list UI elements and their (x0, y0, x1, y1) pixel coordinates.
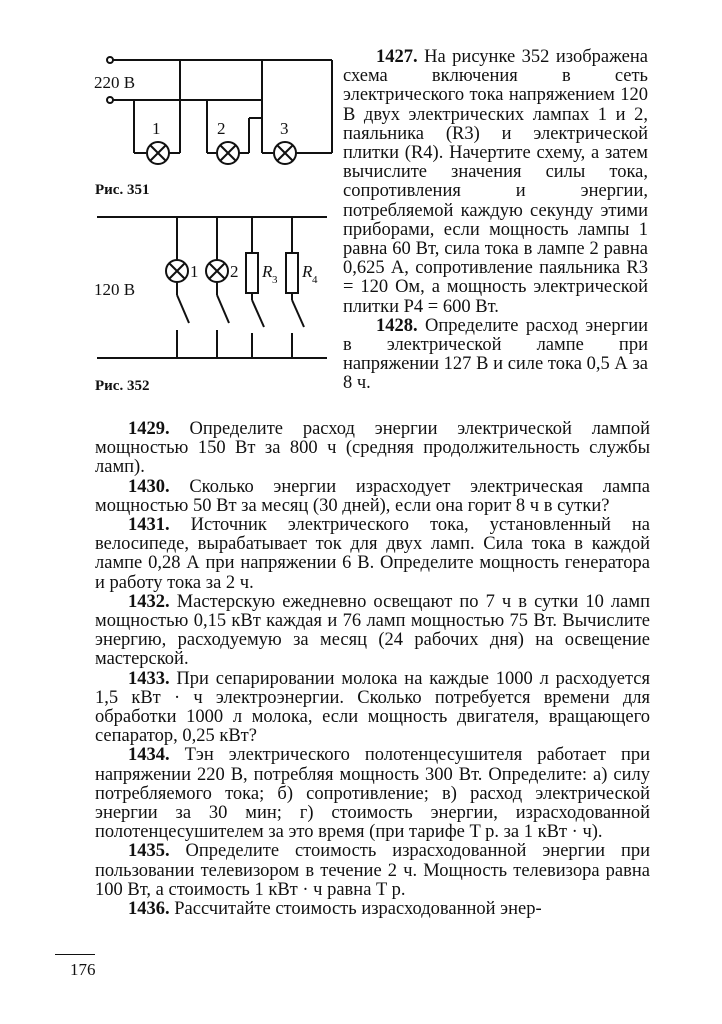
problem-text: Сколько энергии израсходует электрическая лампа мощностью 50 Вт за месяц (30 дней), если она горит 8 ч в сутки? (95, 476, 650, 516)
page-number: 176 (70, 960, 96, 979)
problem-1436 (95, 900, 650, 919)
problem-1435 (95, 842, 650, 900)
figure-352-caption: Рис. 352 (95, 378, 150, 394)
problem-number: 1435. (128, 841, 170, 862)
problem-text: Источник электрического тока, установленный на велосипеде, вырабатывает ток для двух ламп. Сила тока в каждой лампе 0,28 А при напряжении 6 В. Определите мощность генератора и работу тока за 2 ч. (95, 515, 650, 593)
problem-number: 1428. (376, 315, 418, 336)
problem-1429 (95, 420, 650, 478)
problem-number: 1433. (128, 668, 170, 689)
fig351-lamp-label-3: 3 (280, 119, 289, 138)
fig352-resistor-r3-sub: 3 (272, 274, 278, 286)
problem-text: Мастерскую ежедневно освещают по 7 ч в сутки 10 ламп мощностью 0,15 кВт каждая и 76 ламп мощностью 75 Вт. Вычислите энергию, расходуемую за месяц (24 рабочих дня) на освещение мастерской. (95, 591, 650, 670)
fig351-lamp-label-1: 1 (152, 119, 161, 138)
problem-number: 1427. (376, 47, 418, 67)
fig352-resistor-r4-sub: 4 (312, 274, 318, 286)
problem-text: При сепарировании молока на каждые 1000 л расходуется 1,5 кВт · ч электроэнергии. Сколько потребуется времени для обработки 1000 л молока, если мощность двигателя, вращающего сепаратор, 0,25 кВт? (95, 668, 650, 747)
right-column (343, 48, 648, 394)
problem-number: 1436. (128, 899, 170, 920)
fig352-lamp-label-2: 2 (230, 262, 239, 281)
figure-352-circuit (92, 205, 342, 365)
problem-1430 (95, 478, 650, 516)
problem-number: 1430. (128, 476, 170, 497)
problem-text: Определите стоимость израсходованной энергии при пользовании телевизором в течение 2 ч. Мощность телевизора равна 100 Вт, а стоимость 1 кВт · ч равна T р. (95, 841, 650, 900)
page-number-rule (55, 954, 95, 955)
figure-351-caption: Рис. 351 (95, 182, 150, 198)
problem-text: На рисунке 352 изображена схема включения в сеть электрического тока напряжением 120 В двух электрических лампах 1 и 2, паяльника (R3) и электрической плитки (R4). Начертите схему, а затем вычислите значения силы тока, сопротивления и энергии, потребляемой каждую секунду этими приборами, если мощность лампы 1 равна 60 Вт, сила тока в лампе 2 равна 0,625 А, сопротивление паяльника R3 = 120 Ом, а мощность электрической плитки P4 = 600 Вт. (343, 47, 648, 317)
problem-1433 (95, 670, 650, 747)
problem-text: Определите расход энергии в электрической лампе при напряжении 127 В и силе тока 0,5 А за 8 ч. (343, 315, 648, 394)
fig352-resistor-r4-symbol: R (302, 262, 313, 281)
problem-number: 1431. (128, 515, 170, 536)
fig352-resistor-r3-symbol: R (262, 262, 273, 281)
problem-text: Определите расход энергии электрической лампой мощностью 150 Вт за 800 ч (средняя продолжительность службы ламп). (95, 419, 650, 478)
problem-number: 1429. (128, 419, 170, 439)
fig352-lamp-label-1: 1 (190, 262, 199, 281)
problem-text: Рассчитайте стоимость израсходованной энер- (169, 899, 542, 920)
problem-1431 (95, 516, 650, 593)
problem-number: 1432. (128, 591, 170, 612)
problem-1428 (343, 317, 648, 394)
problem-1427 (343, 48, 648, 317)
fig351-lamp-label-2: 2 (217, 119, 226, 138)
problem-1434 (95, 746, 650, 842)
problem-text: Тэн электрического полотенцесушителя работает при напряжении 220 В, потребляя мощность 300 Вт. Определите: а) силу потребляемого тока; б) сопротивление; в) расход электрической энергии за 30 мин; г) стоимость энергии, израсходованной полотенцесушителем за это время (при тарифе T р. за 1 кВт · ч). (95, 745, 650, 843)
fig352-voltage: 120 В (94, 280, 136, 299)
main-text (95, 420, 650, 919)
fig351-voltage: 220 В (94, 73, 136, 92)
problem-1432 (95, 593, 650, 670)
figure-351-circuit (92, 48, 342, 178)
problem-number: 1434. (128, 745, 170, 766)
